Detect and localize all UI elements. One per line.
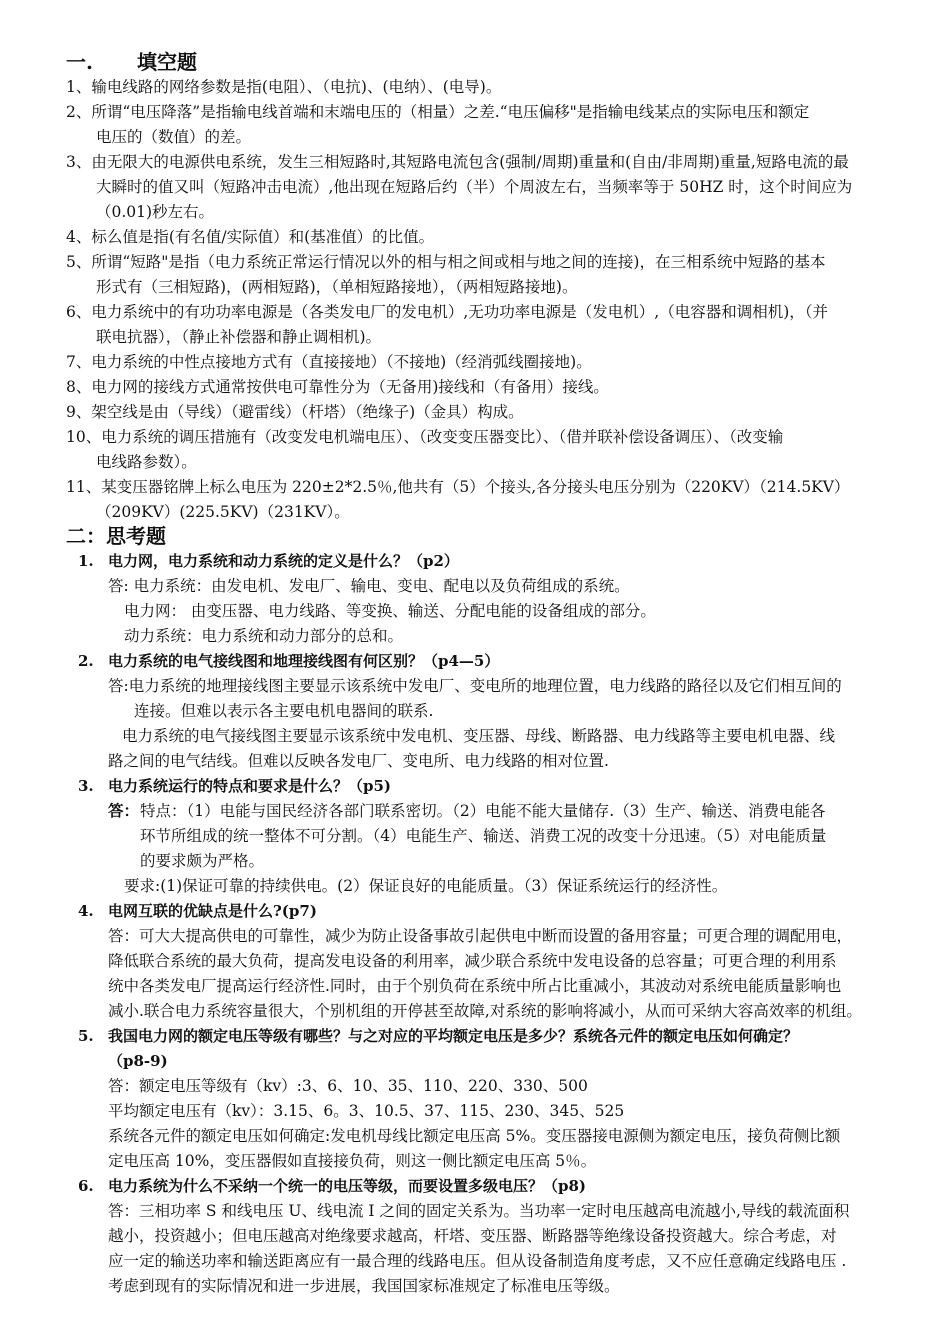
question-4-number: 4. [78,902,94,920]
answer-2-line: 答:电力系统的地理接线图主要显示该系统中发电厂、变电所的地理位置，电力线路的路径以及它们相互间的 [108,677,842,695]
fill-item-6-cont: 联电抗器），（静止补偿器和静止调相机)。 [96,328,382,346]
question-1-number: 1. [78,552,94,570]
answer-3-line: 要求:(1)保证可靠的持续供电。(2）保证良好的电能质量。（3）保证系统运行的经济性。 [124,877,728,895]
fill-item-5-cont: 形式有（三相短路)，(两相短路)，（单相短路接地），（两相短路接地)。 [96,278,578,296]
section-1-heading [66,50,197,74]
fill-item-8: 8、电力网的接线方式通常按供电可靠性分为（无备用)接线和（有备用）接线。 [66,378,609,396]
answer-5-line: 平均额定电压有（kv）：3.15、6。3、10.5、37、115、230、345、525 [108,1102,625,1120]
answer-6-line: 越小，投资越小；但电压越高对绝缘要求越高，杆塔、变压器、断路器等绝缘设备投资越大。综合考虑，对 [108,1227,837,1245]
answer-2-line: 电力系统的电气接线图主要显示该系统中发电机、变压器、母线、断路器、电力线路等主要电机电器、线 [122,727,836,745]
question-4: 电网互联的优缺点是什么?(p7) [108,902,317,920]
question-6: 电力系统为什么不采纳一个统一的电压等级，而要设置多级电压？（p8) [108,1177,587,1195]
fill-item-3-cont: 大瞬时的值又叫（短路冲击电流）,他出现在短路后约（半）个周波左右，当频率等于 50HZ 时，这个时间应为 [96,178,853,196]
answer-3-line: 的要求颇为严格。 [140,852,265,870]
fill-item-10-cont: 电线路参数）。 [96,453,197,471]
section-1-number: 一. [66,50,93,74]
question-5-cont: （p8-9) [108,1052,168,1070]
answer-3-line: 特点：（1）电能与国民经济各部门联系密切。（2）电能不能大量储存.（3）生产、输送、消费电能各 [140,802,826,820]
answer-3-label: 答： [108,801,140,820]
fill-item-11: 11、某变压器铭牌上标么电压为 220±2*2.5％,他共有（5）个接头,各分接头电压分别为（220KV）（214.5KV） [66,478,850,496]
answer-1-line: 动力系统：电力系统和动力部分的总和。 [124,627,404,645]
fill-item-11-cont: （209KV）(225.5KV)（231KV）。 [96,503,350,521]
question-3: 电力系统运行的特点和要求是什么？（p5) [108,777,392,795]
fill-item-3: 3、由无限大的电源供电系统，发生三相短路时,其短路电流包含(强制/周期)重量和(自由/非周期)重量,短路电流的最 [66,153,849,171]
fill-item-10: 10、电力系统的调压措施有（改变发电机端电压）、（改变变压器变比）、（借并联补偿设备调压）、（改变输 [66,428,784,446]
question-3-number: 3. [78,777,94,795]
question-5-number: 5. [78,1027,94,1045]
question-2-number: 2. [78,652,94,670]
answer-5-line: 答：额定电压等级有（kv）:3、6、10、35、110、220、330、500 [108,1077,588,1095]
fill-item-9: 9、架空线是由（导线）（避雷线）（杆塔）（绝缘子)（金具）构成。 [66,403,524,421]
question-2: 电力系统的电气接线图和地理接线图有何区别？（p4—5） [108,652,500,670]
answer-4-line: 答：可大大提高供电的可靠性，减少为防止设备事故引起供电中断而设置的备用容量；可更合理的调配用电， [108,927,853,945]
question-5: 我国电力网的额定电压等级有哪些？与之对应的平均额定电压是多少？系统各元件的额定电压如何确定？ [108,1027,799,1045]
answer-5-line: 系统各元件的额定电压如何确定:发电机母线比额定电压高 5%。变压器接电源侧为额定电压，接负荷侧比额 [108,1127,841,1145]
answer-4-line: 统中各类发电厂提高运行经济性.同时，由于个别负荷在系统中所占比重减小，其波动对系统电能质量影响也 [108,977,842,995]
question-6-number: 6. [78,1177,94,1195]
fill-item-7: 7、电力系统的中性点接地方式有（直接接地）（不接地)（经消弧线圈接地)。 [66,353,592,371]
answer-1-line: 答: 电力系统：由发电机、发电厂、输电、变电、配电以及负荷组成的系统。 [108,577,630,595]
answer-6-line: 考虑到现有的实际情况和进一步进展，我国国家标准规定了标准电压等级。 [108,1277,620,1295]
answer-6-line: 答：三相功率 S 和线电压 U、线电流 I 之间的固定关系为。当功率一定时电压越高电流越小,导线的载流面积 [108,1202,850,1220]
answer-2-line: 连接。但难以表示各主要电机电器间的联系. [134,702,434,720]
fill-item-4: 4、标么值是指(有名值/实际值）和(基准值）的比值。 [66,228,435,246]
answer-1-line: 电力网： 由变压器、电力线路、等变换、输送、分配电能的设备组成的部分。 [124,602,656,620]
answer-2-line: 路之间的电气结线。但难以反映各发电厂、变电所、电力线路的相对位置. [108,752,609,770]
fill-item-6: 6、电力系统中的有功功率电源是（各类发电厂的发电机）,无功功率电源是（发电机）,（电容器和调相机)，（并 [66,303,829,321]
answer-6-line: 应一定的输送功率和输送距离应有一最合理的线路电压。但从设备制造角度考虑，又不应任意确定线路电压 . [108,1252,847,1270]
fill-item-1: 1、输电线路的网络参数是指(电阻）、（电抗)、(电纳）、(电导)。 [66,78,502,96]
fill-item-2: 2、所谓“电压降落”是指输电线首端和末端电压的（相量）之差.“电压偏移"是指输电线某点的实际电压和额定 [66,103,810,121]
section-1-title: 填空题 [136,50,197,74]
answer-5-line: 定电压高 10%，变压器假如直接接负荷，则这一侧比额定电压高 5％。 [108,1152,597,1170]
answer-3-line: 环节所组成的统一整体不可分割。（4）电能生产、输送、消费工况的改变十分迅速。（5）对电能质量 [140,827,827,845]
answer-4-line: 减小.联合电力系统容量很大，个别机组的开停甚至故障,对系统的影响将减小，从而可采纳大容高效率的机组。 [108,1002,862,1020]
section-2-heading: 二：思考题 [66,524,166,548]
fill-item-3-cont: （0.01)秒左右。 [96,203,215,221]
answer-4-line: 降低联合系统的最大负荷，提高发电设备的利用率，减少联合系统中发电设备的总容量；可更合理的利用系 [108,952,837,970]
question-1: 电力网，电力系统和动力系统的定义是什么？（p2） [108,552,459,570]
fill-item-2-cont: 电压的（数值）的差。 [96,128,252,146]
fill-item-5: 5、所谓“短路"是指（电力系统正常运行情况以外的相与相之间或相与地之间的连接)，在三相系统中短路的基本 [66,253,826,271]
